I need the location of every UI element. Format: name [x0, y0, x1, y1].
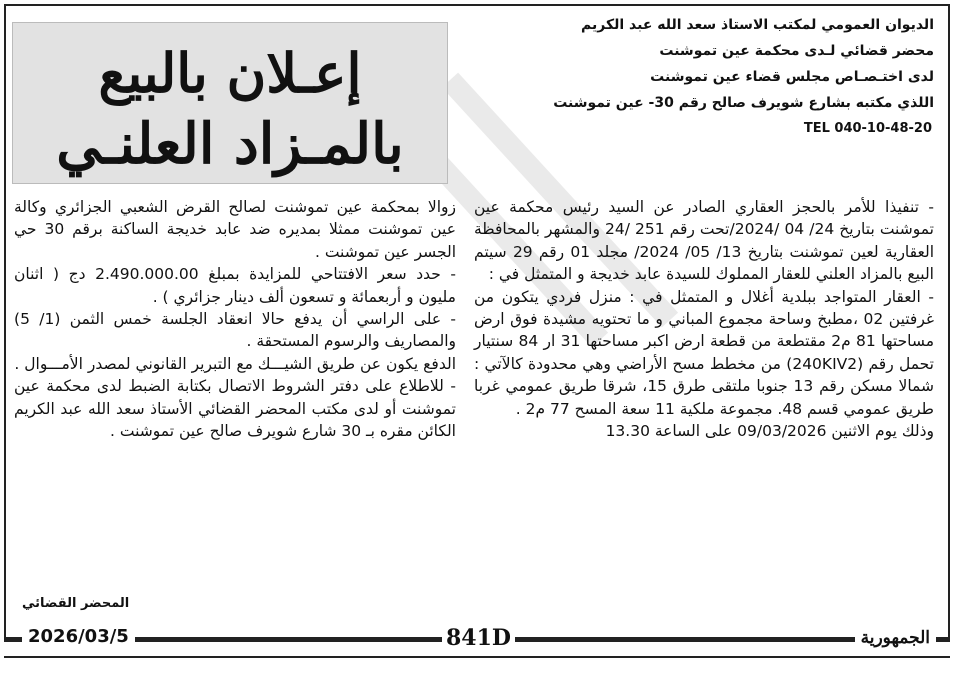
paragraph-property-description: - العقار المتواجد ببلدية أغلال و المتمثل في : منزل فردي يتكون من غرفتين 02 ،مطبخ وساحة مجموع المباني و ما تحتويه مشيدة فوق ارض مساحتها 81 م2 مقتطعة من قطعة ارض اكبر مساحتها 31 ار 84 سنتيار تحمل رقم (240KIV2) من مخطط مسح الأراضي وهي محدودة كالآتي : شمالا مسكن رقم 13 جنوبا ملتقى طرق 15، شرقا طريق عمومي غربا طريق عمومي قسم 48. مجموعة ملكية 11 سعة المسح 77 م2 .	[474, 287, 935, 418]
newspaper-brand-logo: الجمهورية	[855, 628, 936, 648]
header-line-address: اللذي مكتبه بشارع شويرف صالح رقم 30- عين تموشنت	[553, 95, 934, 111]
paragraph-conditions: - للاطلاع على دفتر الشروط الاتصال بكتابة الضبط لدى محكمة عين تموشنت أو لدى مكتب المحضر القضائي الأستاذ سعد الله عبد الكريم الكائن مقره بـ 30 شارع شويرف صالح عين تموشنت .	[14, 377, 456, 441]
header-line-bailiff: محضر قضائي لـدى محكمة عين تموشنت	[659, 43, 934, 59]
paragraph-parties: زوالا بمحكمة عين تموشنت لصالح القرض الشعبي الجزائري وكالة عين تموشنت ممثلا بمديره ضد عابد خديجة الساكنة برقم 30 حي الجسر عين تموشنت .	[14, 198, 456, 261]
title-line-auction: بالمـزاد العلنـي	[56, 111, 404, 177]
publication-date: 2026/03/5	[22, 626, 135, 647]
left-text-column	[14, 196, 456, 442]
paragraph-seizure-order: - تنفيذا للأمر بالحجز العقاري الصادر عن السيد رئيس محكمة عين تموشنت بتاريخ 24/ 04 /2024/تحت رقم 251 /24 والمشهر بالمحافظة العقارية لعين تموشنت بتاريخ 13/ 05/ 2024/ مجلد 01 رقم 29 سيتم البيع بالمزاد العلني للعقار المملوك للسيدة عابد خديجة و المتمثل في :	[474, 198, 935, 284]
next-ad-border	[4, 656, 950, 679]
signer-title: المحضر القضائي	[22, 596, 130, 611]
bailiff-office-header	[504, 12, 934, 142]
paragraph-payment: الدفع يكون عن طريق الشيـــك مع التبرير القانوني لمصدر الأمـــوال .	[14, 354, 456, 373]
header-line-office: الديوان العمومي لمكتب الاستاذ سعد الله عبد الكريم	[581, 17, 934, 33]
header-line-jurisdiction: لدى اختـصـاص مجلس قضاء عين تموشنت	[650, 69, 934, 85]
announcement-title-box	[12, 22, 448, 184]
right-text-column	[474, 196, 934, 442]
footer-bar	[4, 626, 950, 652]
ad-reference-code: 841D	[442, 625, 515, 651]
header-telephone: TEL 040-10-48-20	[803, 121, 932, 136]
paragraph-auction-date: وذلك يوم الاثنين 09/03/2026 على الساعة 13.30	[605, 422, 934, 441]
paragraph-deposit: - على الراسي أن يدفع حالا انعقاد الجلسة خمس الثمن (1/ 5) والمصاريف والرسوم المستحقة .	[14, 310, 456, 351]
paragraph-opening-price: - حدد سعر الافتتاحي للمزايدة بمبلغ 2.490.000.00 دج ( اثنان مليون و أربعمائة و تسعون ألف دينار جزائري ) .	[14, 265, 456, 306]
title-line-sale: إعـلان بالبيع	[98, 41, 362, 105]
